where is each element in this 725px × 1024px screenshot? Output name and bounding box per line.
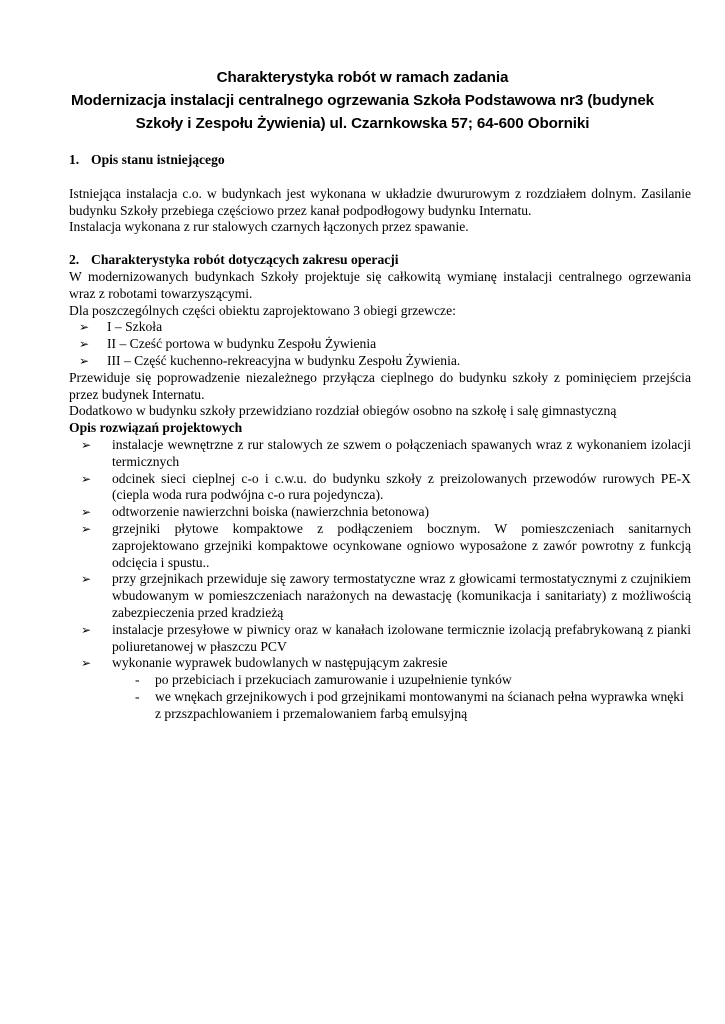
arrow-bullet-icon: ➢	[81, 622, 92, 637]
list-item: ➢ III – Część kuchenno-rekreacyjna w budynku Zespołu Żywienia.	[79, 352, 461, 368]
extra-paragraph: Dodatkowo w budynku szkoły przewidziano rozdział obiegów osobno na szkołę i salę gimnastyczną	[69, 403, 617, 419]
solutions-heading: Opis rozwiązań projektowych	[69, 420, 243, 436]
document-title	[60, 66, 665, 135]
list-item: ➢ instalacje przesyłowe w piwnicy oraz w kanałach izolowane termicznie izolacją prefabrykowaną z pianki poliuretanowej w płaszczu PCV	[81, 621, 691, 654]
section-2-heading-text: Charakterystyka robót dotyczących zakresu operacji	[91, 252, 399, 268]
section-2-heading	[69, 252, 691, 269]
list-item: ➢ wykonanie wyprawek budowlanych w następującym zakresie	[81, 655, 448, 671]
section-1-heading	[69, 152, 691, 169]
arrow-bullet-icon: ➢	[81, 521, 92, 536]
list-item: ➢ przy grzejnikach przewiduje się zawory termostatyczne wraz z głowicami termostatycznymi z czujnikiem wbudowanym w pomieszczeniach narażonych na dewastację (komunikacja i sanitariaty) z możliwością zabezpieczenia przed kradzieżą	[81, 571, 691, 620]
arrow-bullet-icon: ➢	[79, 353, 90, 368]
dash-bullet-icon: -	[135, 688, 140, 704]
arrow-bullet-icon: ➢	[81, 656, 92, 671]
circuits-list	[69, 319, 691, 369]
list-item: ➢ I – Szkoła	[79, 319, 163, 335]
title-line-1: Charakterystyka robót w ramach zadania	[216, 69, 509, 86]
section-1-heading-text: Opis stanu istniejącego	[91, 152, 225, 167]
sub-items-list	[69, 672, 691, 722]
section-2-number: 2.	[69, 252, 80, 268]
list-item: ➢ odtworzenie nawierzchni boiska (nawierzchnia betonowa)	[81, 504, 430, 520]
arrow-bullet-icon: ➢	[81, 471, 92, 486]
list-item: - we wnękach grzejnikowych i pod grzejnikami montowanymi na ścianach pełna wyprawka wnęki z przszpachlowaniem i przemalowaniem farbą emulsyjną	[135, 688, 684, 721]
dash-bullet-icon: -	[135, 672, 140, 688]
list-item: ➢ II – Cześć portowa w budynku Zespołu Żywienia	[79, 336, 377, 352]
arrow-bullet-icon: ➢	[79, 320, 90, 335]
section-1-paragraph-2: Instalacja wykonana z rur stalowych czarnych łączonych przez spawanie.	[69, 219, 469, 235]
connection-paragraph: Przewiduje się poprowadzenie niezależnego przyłącza cieplnego do budynku szkoły z pominięciem przejścia przez budynek Internatu.	[69, 369, 691, 402]
section-1-paragraph: Istniejąca instalacja c.o. w budynkach jest wykonana w układzie dwururowym z rozdziałem dolnym. Zasilanie budynku Szkoły przebiega częściowo przez kanał podpodłogowy budynku Internatu.	[69, 185, 691, 218]
list-item: ➢ odcinek sieci cieplnej c-o i c.w.u. do budynku szkoły z preizolowanych przewodów rurowych PE-X (ciepla woda rura podwójna c-o rura pojedyncza).	[81, 470, 691, 503]
title-line-3: Szkoły i Zespołu Żywienia) ul. Czarnkowska 57; 64-600 Oborniki	[135, 115, 590, 132]
title-line-2: Modernizacja instalacji centralnego ogrzewania Szkoła Podstawowa nr3 (budynek	[70, 92, 655, 109]
section-2-intro: W modernizowanych budynkach Szkoły projektuje się całkowitą wymianę instalacji centralnego ogrzewania wraz z robotami towarzyszącymi.	[69, 268, 691, 301]
arrow-bullet-icon: ➢	[81, 437, 92, 452]
solutions-list	[69, 437, 691, 672]
arrow-bullet-icon: ➢	[79, 337, 90, 352]
section-1-number: 1.	[69, 152, 80, 167]
list-item: ➢ grzejniki płytowe kompaktowe z podłączeniem bocznym. W pomieszczeniach sanitarnych zaprojektowano grzejniki kompaktowe ocynkowane ogniowo wyposażone z zawór powrotny z funkcją odcięcia i spustu..	[81, 520, 691, 570]
arrow-bullet-icon: ➢	[81, 505, 92, 520]
circuits-intro: Dla poszczególnych części obiektu zaprojektowano 3 obiegi grzewcze:	[69, 302, 456, 318]
list-item: - po przebiciach i przekuciach zamurowanie i uzupełnienie tynków	[135, 672, 512, 688]
list-item: ➢ instalacje wewnętrzne z rur stalowych ze szwem o połączeniach spawanych wraz z wykonaniem izolacji termicznych	[81, 436, 691, 469]
document-body	[69, 152, 691, 723]
arrow-bullet-icon: ➢	[81, 572, 92, 587]
